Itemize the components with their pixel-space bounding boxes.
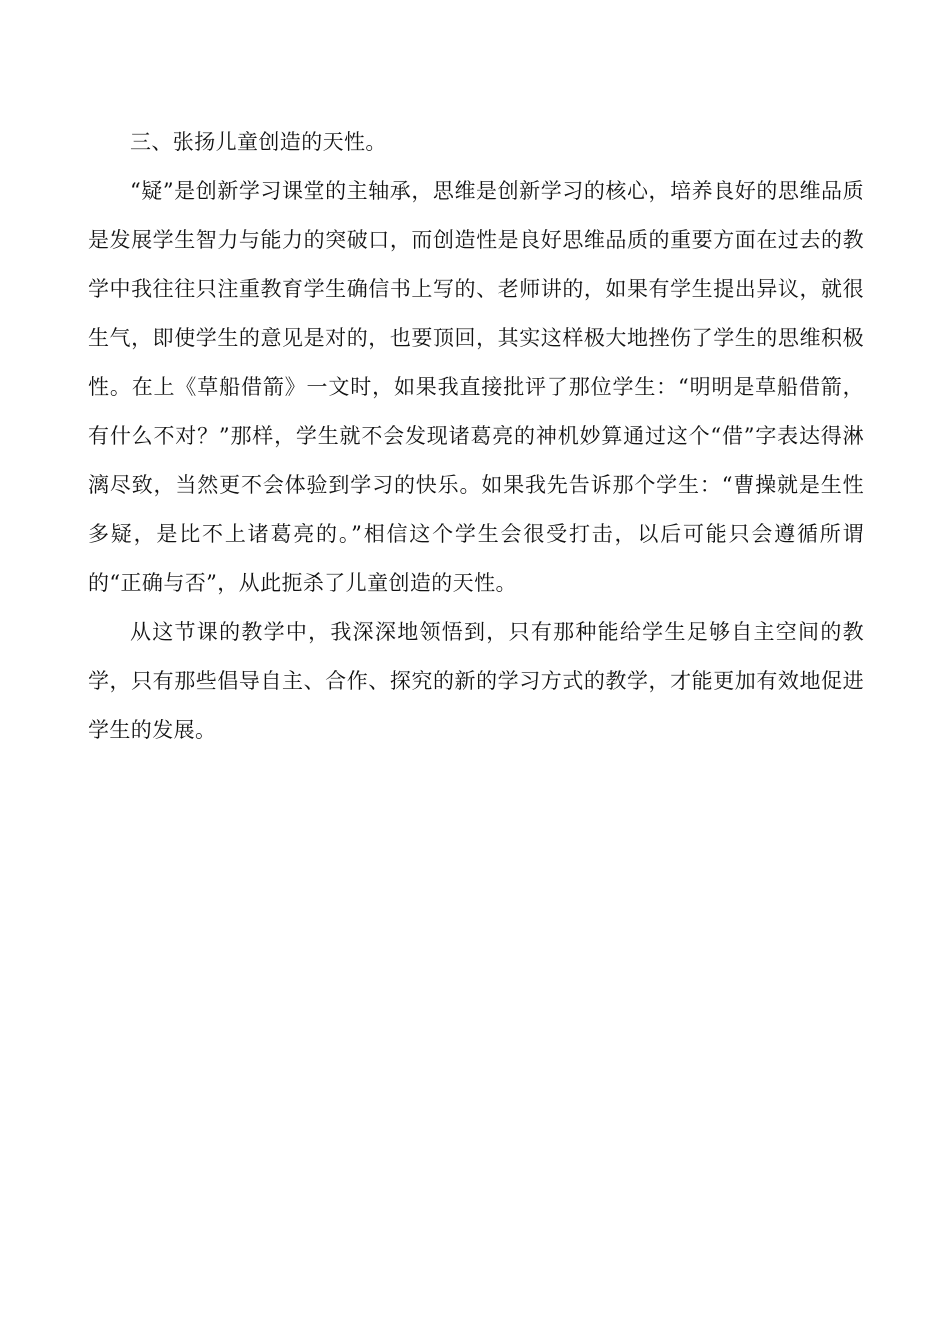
- body-paragraph-2: 从这节课的教学中，我深深地领悟到，只有那种能给学生足够自主空间的教学，只有那些倡导自主、合作、探究的新的学习方式的教学，才能更加有效地促进学生的发展。: [88, 620, 864, 742]
- document-body: [88, 118, 864, 755]
- section-heading: 三、张扬儿童创造的天性。: [130, 130, 387, 154]
- body-paragraph-1: “疑”是创新学习课堂的主轴承，思维是创新学习的核心，培养良好的思维品质是发展学生智力与能力的突破口，而创造性是良好思维品质的重要方面在过去的教学中我往往只注重教育学生确信书上写的、老师讲的，如果有学生提出异议，就很生气，即使学生的意见是对的，也要顶回，其实这样极大地挫伤了学生的思维积极性。在上《草船借箭》一文时，如果我直接批评了那位学生：“明明是草船借箭，有什么不对？”那样，学生就不会发现诸葛亮的神机妙算通过这个“借”字表达得淋漓尽致，当然更不会体验到学习的快乐。如果我先告诉那个学生：“曹操就是生性多疑，是比不上诸葛亮的。”相信这个学生会很受打击，以后可能只会遵循所谓的“正确与否”，从此扼杀了儿童创造的天性。: [88, 179, 864, 595]
